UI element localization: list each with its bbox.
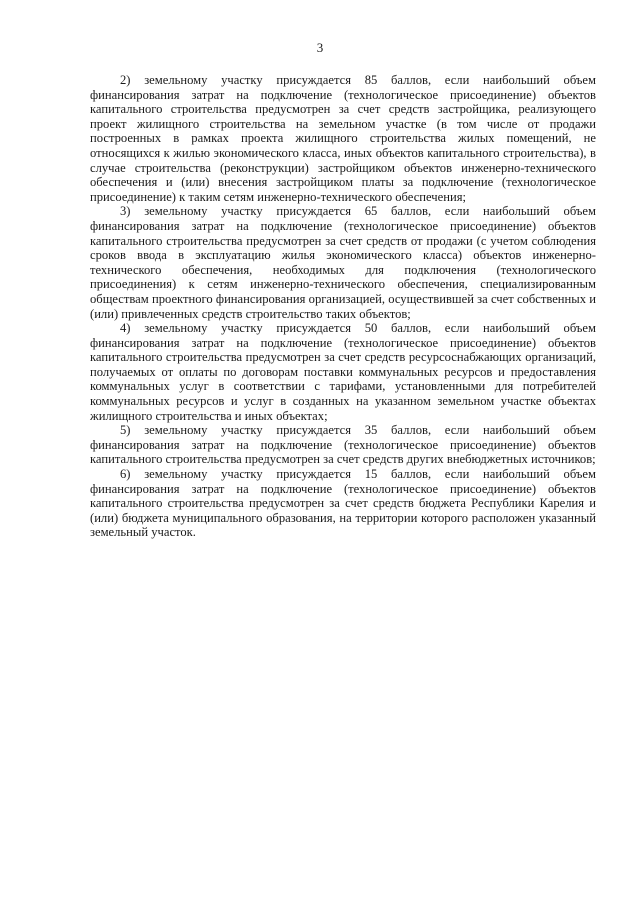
paragraph-item-5: 5) земельному участку присуждается 35 баллов, если наибольший объем финансирования затрат на подключение (технологическое присоединение) объектов капитального строительства предусмотрен за счет средств других внебюджетных источников; (90, 423, 596, 467)
paragraph-item-2: 2) земельному участку присуждается 85 баллов, если наибольший объем финансирования затрат на подключение (технологическое присоединение) объектов капитального строительства предусмотрен за счет средств застройщика, реализующего проект жилищного строительства на земельном участке (в том числе от продажи построенных в рамках проекта жилищного строительства жилых помещений, не относящихся к жилью экономического класса, иных объектов капитального строительства), в случае строительства (реконструкции) застройщиком объектов инженерно-технического обеспечения и (или) внесения застройщиком платы за подключение (технологическое присоединение) к таким сетям инженерно-технического обеспечения; (90, 73, 596, 204)
paragraph-item-4: 4) земельному участку присуждается 50 баллов, если наибольший объем финансирования затрат на подключение (технологическое присоединение) объектов капитального строительства предусмотрен за счет средств ресурсоснабжающих организаций, получаемых от оплаты по договорам поставки коммунальных ресурсов и предоставления коммунальных услуг в соответствии с тарифами, установленными для потребителей коммунальных ресурсов и услуг в созданных на указанном земельном участке объектах жилищного строительства и иных объектах; (90, 321, 596, 423)
paragraph-item-3: 3) земельному участку присуждается 65 баллов, если наибольший объем финансирования затрат на подключение (технологическое присоединение) объектов капитального строительства предусмотрен за счет средств от продажи (с учетом соблюдения сроков ввода в эксплуатацию жилья экономического класса) объектов инженерно-технического обеспечения, необходимых для подключения (технологического присоединения) к сетям инженерно-технического обеспечения, специализированным обществам проектного финансирования организацией, осуществившей за счет собственных и (или) привлеченных средств строительство таких объектов; (90, 204, 596, 321)
page-number: 3 (316, 40, 324, 55)
document-body (90, 73, 596, 540)
paragraph-item-6: 6) земельному участку присуждается 15 баллов, если наибольший объем финансирования затрат на подключение (технологическое присоединение) объектов капитального строительства предусмотрен за счет средств бюджета Республики Карелия и (или) бюджета муниципального образования, на территории которого расположен указанный земельный участок. (90, 467, 596, 540)
